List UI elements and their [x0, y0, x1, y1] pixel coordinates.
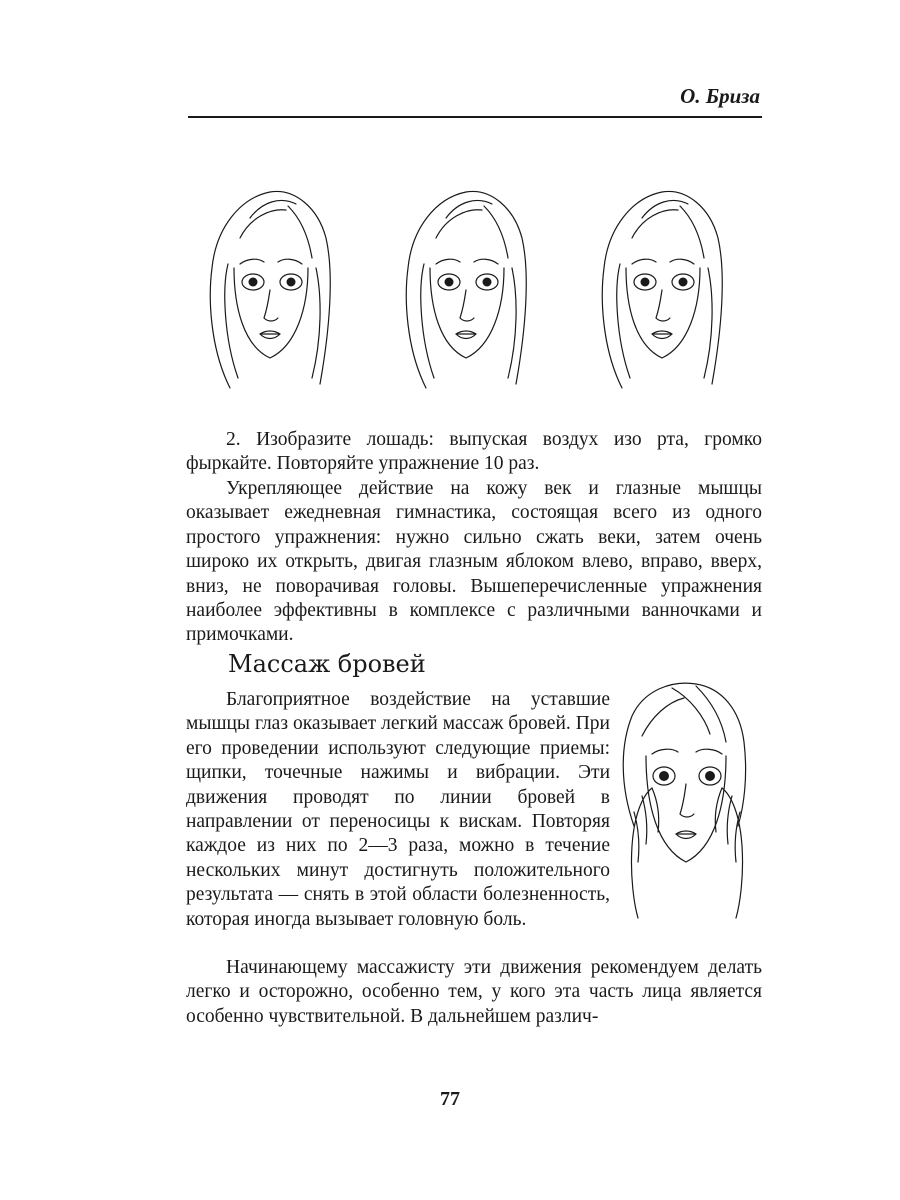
section-heading: Массаж бровей — [228, 650, 426, 678]
header-author: О. Бриза — [680, 84, 760, 108]
paragraph-brow-massage: Благоприятное воздействие на уставшие мышцы глаз оказывает легкий массаж бровей. При его проведении используют следующие приемы: щипки, точечные нажимы и вибрации. Эти движения проводят по линии бровей в направлении от переносицы к вискам. Повторяя каждое из них по 2—3 раза, можно в течение нескольких минут достигнуть положительного результата — снять в этой области болезненность, которая иногда вызывает головную боль. — [186, 689, 610, 930]
paragraph-eyelids: Укрепляющее действие на кожу век и глазные мышцы оказывает ежедневная гимнастика, состоящая всего из одного простого упражнения: нужно сильно сжать веки, затем очень широко их открыть, двигая глазным яблоком влево, вправо, вверх, вниз, не поворачивая головы. Вышеперечисленные упражнения наиболее эффективны в комплексе с различными ванночками и примочками. — [186, 478, 762, 646]
three-faces-icon — [190, 178, 730, 400]
paragraph-beginner: Начинающему массажисту эти движения рекомендуем делать легко и осторожно, особенно тем, у кого эта часть лица является особенно чувствительной. В дальнейшем различ- — [186, 957, 762, 1027]
face-massage-icon — [612, 676, 762, 920]
running-header — [188, 84, 762, 118]
paragraph-horse: 2. Изобразите лошадь: выпуская воздух изо рта, громко фыркайте. Повторяйте упражнение 10 раз. — [186, 429, 762, 475]
page-number: 77 — [440, 1088, 460, 1110]
